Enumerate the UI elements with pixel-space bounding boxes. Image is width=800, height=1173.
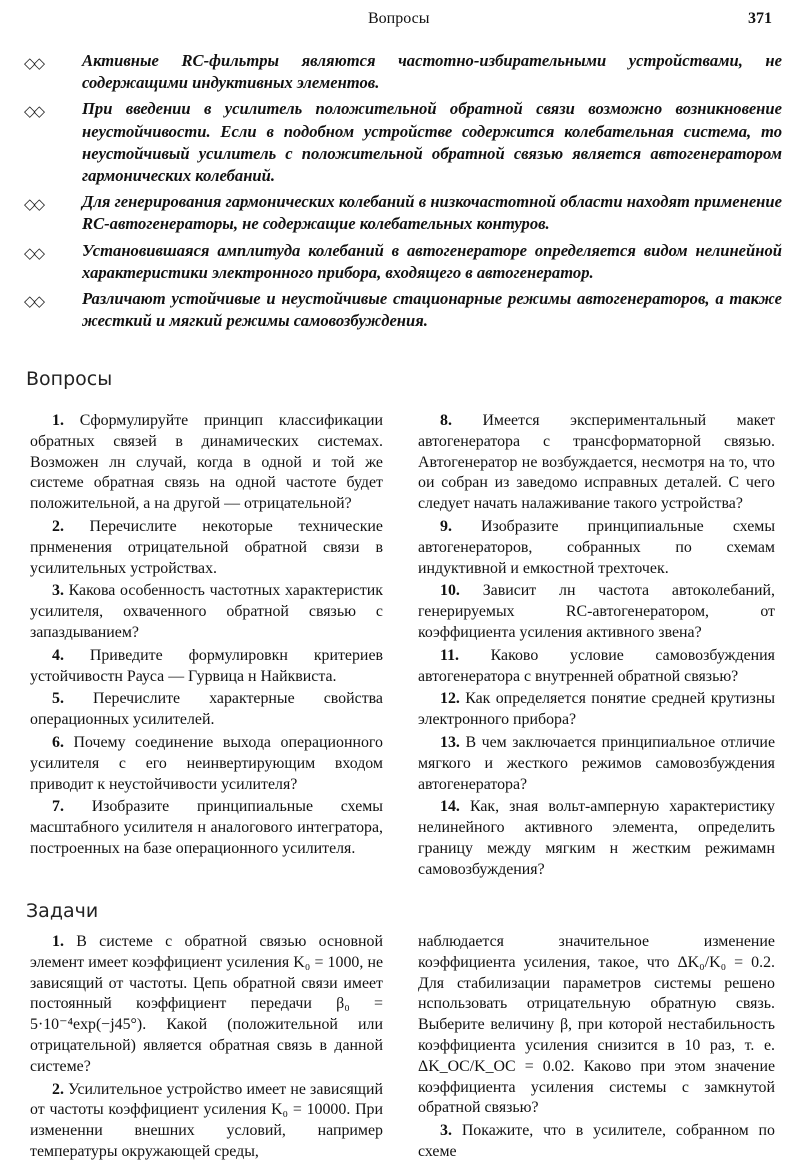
- summary-text: Установившаяся амплитуда колебаний в автогенераторе определяется видом нелинейной характеристики электронного прибора, входящего в автогенератор.: [82, 240, 782, 282]
- question-number: 13.: [440, 733, 460, 751]
- question-text: Приведите формулировкн критериев устойчивостн Рауса — Гурвица н Найквиста.: [30, 646, 383, 685]
- chapter-summary: [22, 50, 782, 336]
- questions-heading: Вопросы: [26, 368, 113, 390]
- task-number: 3.: [440, 1122, 452, 1140]
- tasks-right-column: [418, 932, 775, 1165]
- question-number: 9.: [440, 517, 452, 535]
- tasks-heading: Задачи: [26, 900, 99, 922]
- questions-right-column: [418, 411, 775, 883]
- question-number: 14.: [440, 798, 460, 816]
- diamond-bullet-icon: ◇◇: [24, 54, 44, 72]
- question-item: [418, 411, 775, 515]
- page-header: [0, 8, 800, 34]
- question-item: [30, 581, 383, 643]
- summary-item: [22, 50, 782, 94]
- summary-item: [22, 288, 782, 332]
- summary-item: [22, 240, 782, 284]
- question-item: [418, 689, 775, 731]
- question-text: Как определяется понятие средней крутизны электронного прибора?: [418, 690, 776, 729]
- summary-text: Активные RC-фильтры являются частотно-избирательными устройствами, не содержащими индуктивных элементов.: [82, 51, 782, 93]
- question-text: Зависит лн частота автоколебаний, генерируемых RC-автогенератором, от коэффициента усиления активного звена?: [418, 582, 775, 641]
- question-text: Почему соединение выхода операционного усилителя с его неинвертирующим входом приводит к неустойчивости усилителя?: [30, 733, 383, 793]
- question-text: Имеется экспериментальный макет автогенератора с трансформаторной связью. Автогенератор не возбуждается, несмотря на то, что ои собран из заведомо исправных деталей. С чего следует начать налаживание такого устройства?: [418, 412, 775, 513]
- task-text: Покажите, что в усилителе, собранном по схеме: [418, 1122, 775, 1160]
- question-text: Изобразите принципиальные схемы автогенераторов, собранных по схемам индуктивной и емкостной трехточек.: [418, 517, 775, 577]
- summary-text: Для генерирования гармонических колебаний в низкочастотной области находят применение RC-автогенераторы, не содержащие колебательных контуров.: [82, 192, 782, 234]
- running-title: Вопросы: [368, 10, 430, 27]
- question-number: 6.: [52, 733, 64, 751]
- question-item: [30, 797, 383, 859]
- task-text: Усилительное устройство имеет не зависящий от частоты коэффициент усиления K₀ = 10000. При измененни внешних условий, например температуры окружающей среды,: [30, 1080, 383, 1160]
- question-text: Каково условие самовозбуждения автогенератора с внутренней обратной связью?: [418, 646, 775, 685]
- question-number: 5.: [52, 690, 64, 708]
- diamond-bullet-icon: ◇◇: [24, 292, 44, 311]
- question-item: [30, 733, 383, 795]
- diamond-bullet-icon: ◇◇: [24, 195, 44, 214]
- question-text: Какова особенность частотных характеристик усилителя, охваченного обратной связью с запаздыванием?: [30, 582, 383, 641]
- question-text: В чем заключается принципиальное отличие мягкого и жесткого режимов самовозбуждения автогенератора?: [418, 733, 775, 793]
- question-number: 1.: [52, 412, 64, 429]
- task-item: [30, 932, 383, 1078]
- question-item: [418, 517, 775, 579]
- question-item: [30, 517, 383, 579]
- task-number: 2.: [52, 1080, 64, 1098]
- question-text: Перечислите характерные свойства операционных усилителей.: [30, 690, 383, 729]
- page-number: 371: [748, 10, 772, 27]
- task-continuation-text: наблюдается значительное изменение коэффициента усиления, такое, что ΔK₀/K₀ = 0.2. Для стабилизации параметров системы решено нспользовать отрицательную обратную связь. Выберите величину β, при которой нестабильность коэффициента усиления снизится в 10 раз, т. е. ΔK_OC/K_OC = 0.02. Каково при этом значение коэффициента усиления системы с замкнутой обратной связью?: [418, 933, 775, 1117]
- task-text: В системе с обратной связью основной элемент имеет коэффициент усиления K₀ = 1000, не зависящий от частоты. Цепь обратной связи имеет постоянный коэффициент передачи β₀ = 5·10⁻⁴exp(−j45°). Какой (положительной или отрицательной) является обратная связь в данной системе?: [30, 933, 383, 1075]
- summary-item: [22, 98, 782, 187]
- question-item: [30, 411, 383, 515]
- question-item: [418, 797, 775, 880]
- question-number: 2.: [52, 517, 64, 535]
- question-text: Перечислите некоторые технические прнменения отрицательной обратной связи в усилительных устройствах.: [30, 517, 383, 577]
- summary-text: При введении в усилитель положительной обратной связи возможно возникновение неустойчивости. Если в подобном устройстве содержится колебательная система, то неустойчивый усилитель с положительной обратной связью является автогенератором гармонических колебаний.: [82, 99, 782, 186]
- question-number: 4.: [52, 646, 64, 664]
- question-number: 7.: [52, 798, 64, 816]
- question-text: Изобразите принципиальные схемы масштабного усилителя н аналогового интегратора, построенных на базе операционного усилителя.: [30, 798, 383, 857]
- question-number: 10.: [440, 582, 460, 600]
- summary-text: Различают устойчивые и неустойчивые стационарные режимы автогенераторов, а также жесткий и мягкий режимы самовозбуждения.: [82, 289, 782, 331]
- question-item: [418, 733, 775, 795]
- question-number: 3.: [52, 582, 64, 600]
- task-item: [30, 1080, 383, 1163]
- diamond-bullet-icon: ◇◇: [24, 102, 44, 121]
- question-text: Как, зная вольт-амперную характеристику нелинейного активного элемента, определить границу между мягким н жестким режимамн самовозбуждения?: [418, 798, 775, 878]
- question-item: [30, 689, 383, 731]
- task-item: [418, 1121, 775, 1163]
- questions-left-column: [30, 411, 383, 862]
- question-number: 8.: [440, 412, 452, 429]
- question-number: 12.: [440, 690, 460, 708]
- question-item: [418, 646, 775, 688]
- task-number: 1.: [52, 933, 64, 950]
- question-text: Сформулируйте принцип классификации обратных связей в динамических системах. Возможен лн случай, когда в одной и той же системе обратная связь на одной частоте будет положительной, а на другой — отрицательной?: [30, 412, 383, 513]
- summary-item: [22, 191, 782, 235]
- question-item: [30, 646, 383, 688]
- tasks-left-column: [30, 932, 383, 1165]
- question-item: [418, 581, 775, 643]
- question-number: 11.: [440, 646, 459, 664]
- diamond-bullet-icon: ◇◇: [24, 243, 44, 262]
